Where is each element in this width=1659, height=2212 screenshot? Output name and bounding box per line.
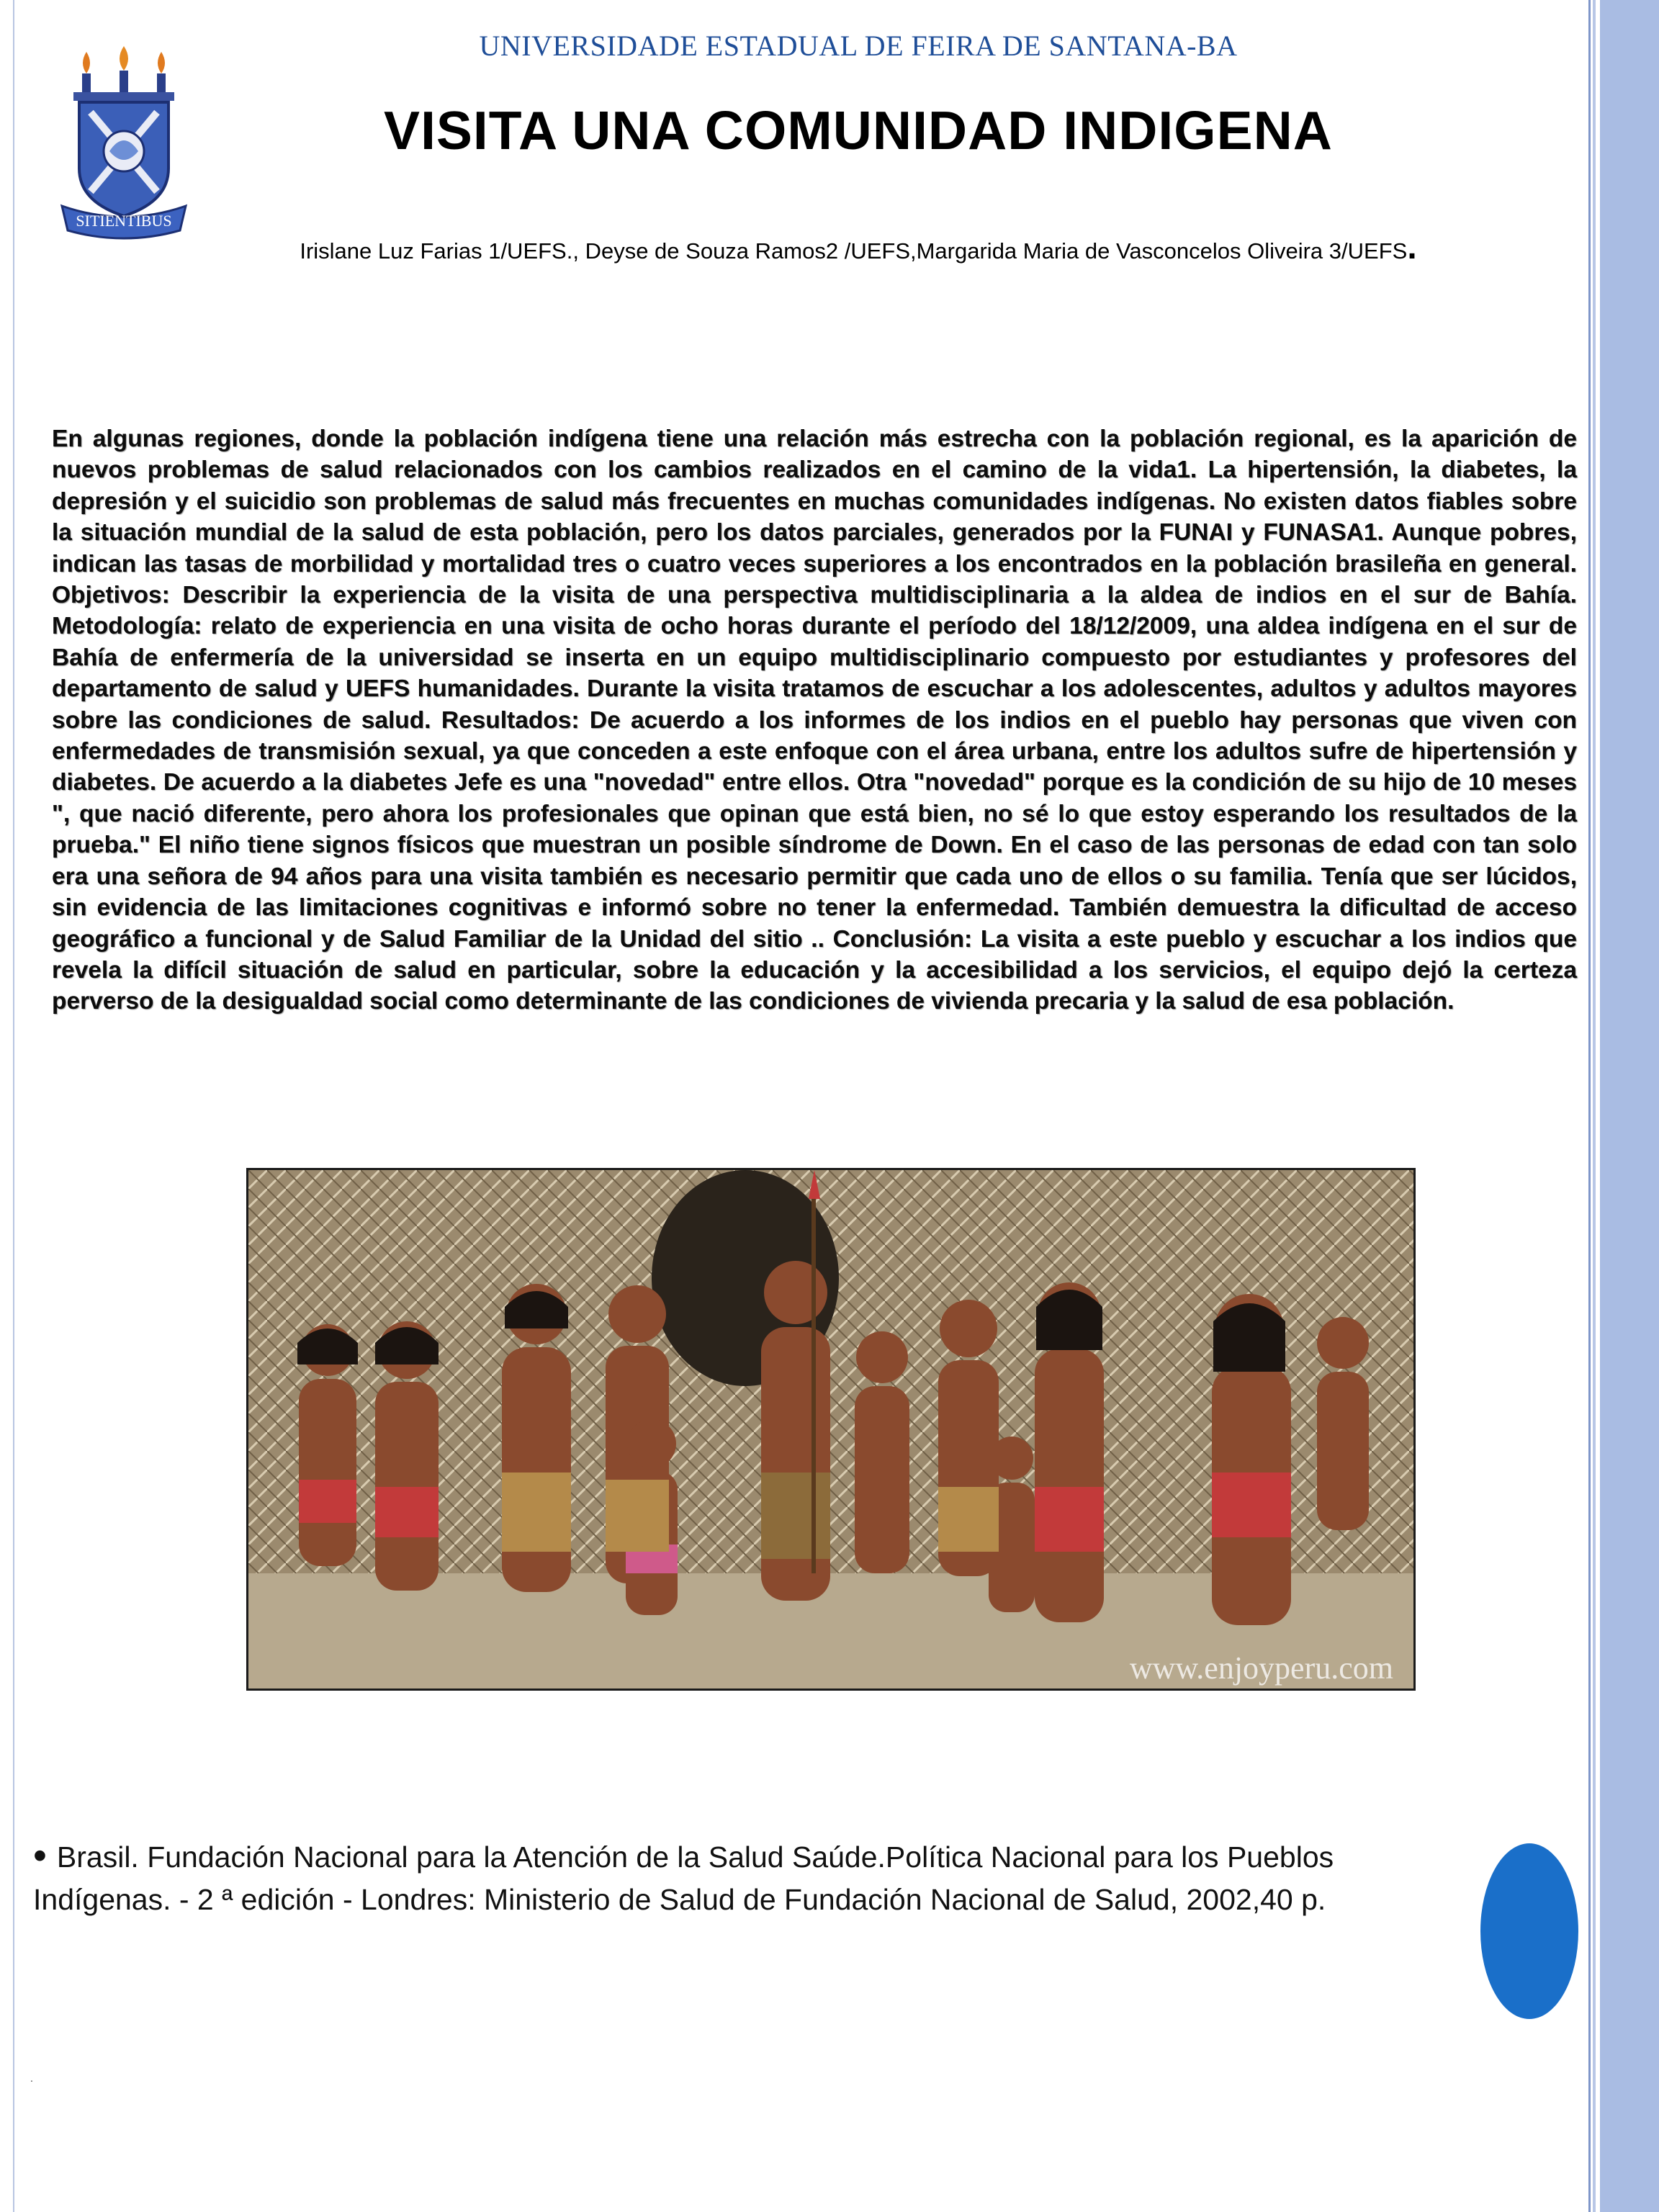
footnote-mark: . — [30, 2072, 33, 2084]
authors-end-mark: . — [1407, 228, 1417, 266]
photo-watermark: www.enjoyperu.com — [1129, 1650, 1393, 1686]
poster-title: VISITA UNA COMUNIDAD INDIGENA — [384, 100, 1333, 161]
university-name: UNIVERSIDADE ESTADUAL DE FEIRA DE SANTANA-BA — [479, 30, 1238, 62]
bullet-icon: • — [33, 1834, 47, 1877]
abstract-paragraph: En algunas regiones, donde la población indígena tiene una relación más estrecha con la población regional, es la aparición de nuevos problemas de salud relacionados con los cambios realizados en el camino de la vida1. La hipertensión, la diabetes, la depresión y el suicidio son problemas de salud más frecuentes en muchas comunidades indígenas. No existen datos fiables sobre la situación mundial de la salud de esta población, pero los datos parciales, generados por la FUNAI y FUNASA1. Aunque pobres, indican las tasas de morbilidad y mortalidad tres o cuatro veces superiores a los encontrados en la población brasileña en general. Objetivos: Describir la experiencia de la visita de una perspectiva multidisciplinaria a la aldea de indios en el sur de Bahía. Metodología: relato de experiencia en una visita de ocho horas durante el período del 18/12/2009, una aldea indígena en el sur de Bahía de enfermería de la universidad se inserta en un equipo multidisciplinario compuesto por estudiantes y profesores del departamento de salud y UEFS humanidades. Durante la visita tratamos de escuchar a los adolescentes, adultos y adultos mayores sobre las condiciones de salud. Resultados: De acuerdo a los informes de los indios en el pueblo hay personas que viven con enfermedades de transmisión sexual, ya que conceden a este enfoque con el área urbana, entre los adultos sufre de hipertensión y diabetes. De acuerdo a la diabetes Jefe es una "novedad" entre ellos. Otra "novedad" porque es la condición de su hijo de 10 meses ", que nació diferente, pero ahora los profesionales que opinan que está bien, no sé lo que estoy esperando los resultados de la prueba." El niño tiene signos físicos que muestran un posible síndrome de Down. En el caso de las personas de edad con tan solo era una señora de 94 años para una visita también es necesario permitir que cada uno de ellos o su familia. Tenía que ser lúcidos, sin evidencia de las limitaciones cognitivas e informó sobre no tener la enfermedad. También demuestra la dificultad de acceso geográfico a funcional y de Salud Familiar de la Unidad del sitio .. Conclusión: La visita a este pueblo y escuchar a los indios que revela la difícil situación de salud en particular, sobre la educación y la accesibilidad a los servicios, el equipo dejó la certeza perverso de la desigualdad social como determinante de las condiciones de vivienda precaria y la salud de esa población. — [52, 426, 1577, 1015]
right-decorative-bar — [1588, 0, 1659, 2212]
blue-oval-decoration — [1480, 1843, 1578, 2019]
reference-item — [33, 1835, 1473, 1921]
authors-text: Irislane Luz Farias 1/UEFS., Deyse de Souza Ramos2 /UEFS,Margarida Maria de Vasconcelos Oliveira 3/UEFS — [300, 238, 1408, 264]
authors-line — [0, 228, 1659, 267]
left-border-line — [13, 0, 14, 2212]
right-border-line — [1588, 0, 1591, 2212]
community-photo — [246, 1168, 1416, 1691]
spear — [811, 1199, 816, 1573]
emblem-motto: SITIENTIBUS — [76, 212, 172, 230]
reference-text: Brasil. Fundación Nacional para la Atención de la Salud Saúde.Política Nacional para los Pueblos Indígenas. - 2 ª edición - Londres: Ministerio de Salud de Fundación Nacional de Salud, 2002,40 p. — [33, 1840, 1334, 1916]
